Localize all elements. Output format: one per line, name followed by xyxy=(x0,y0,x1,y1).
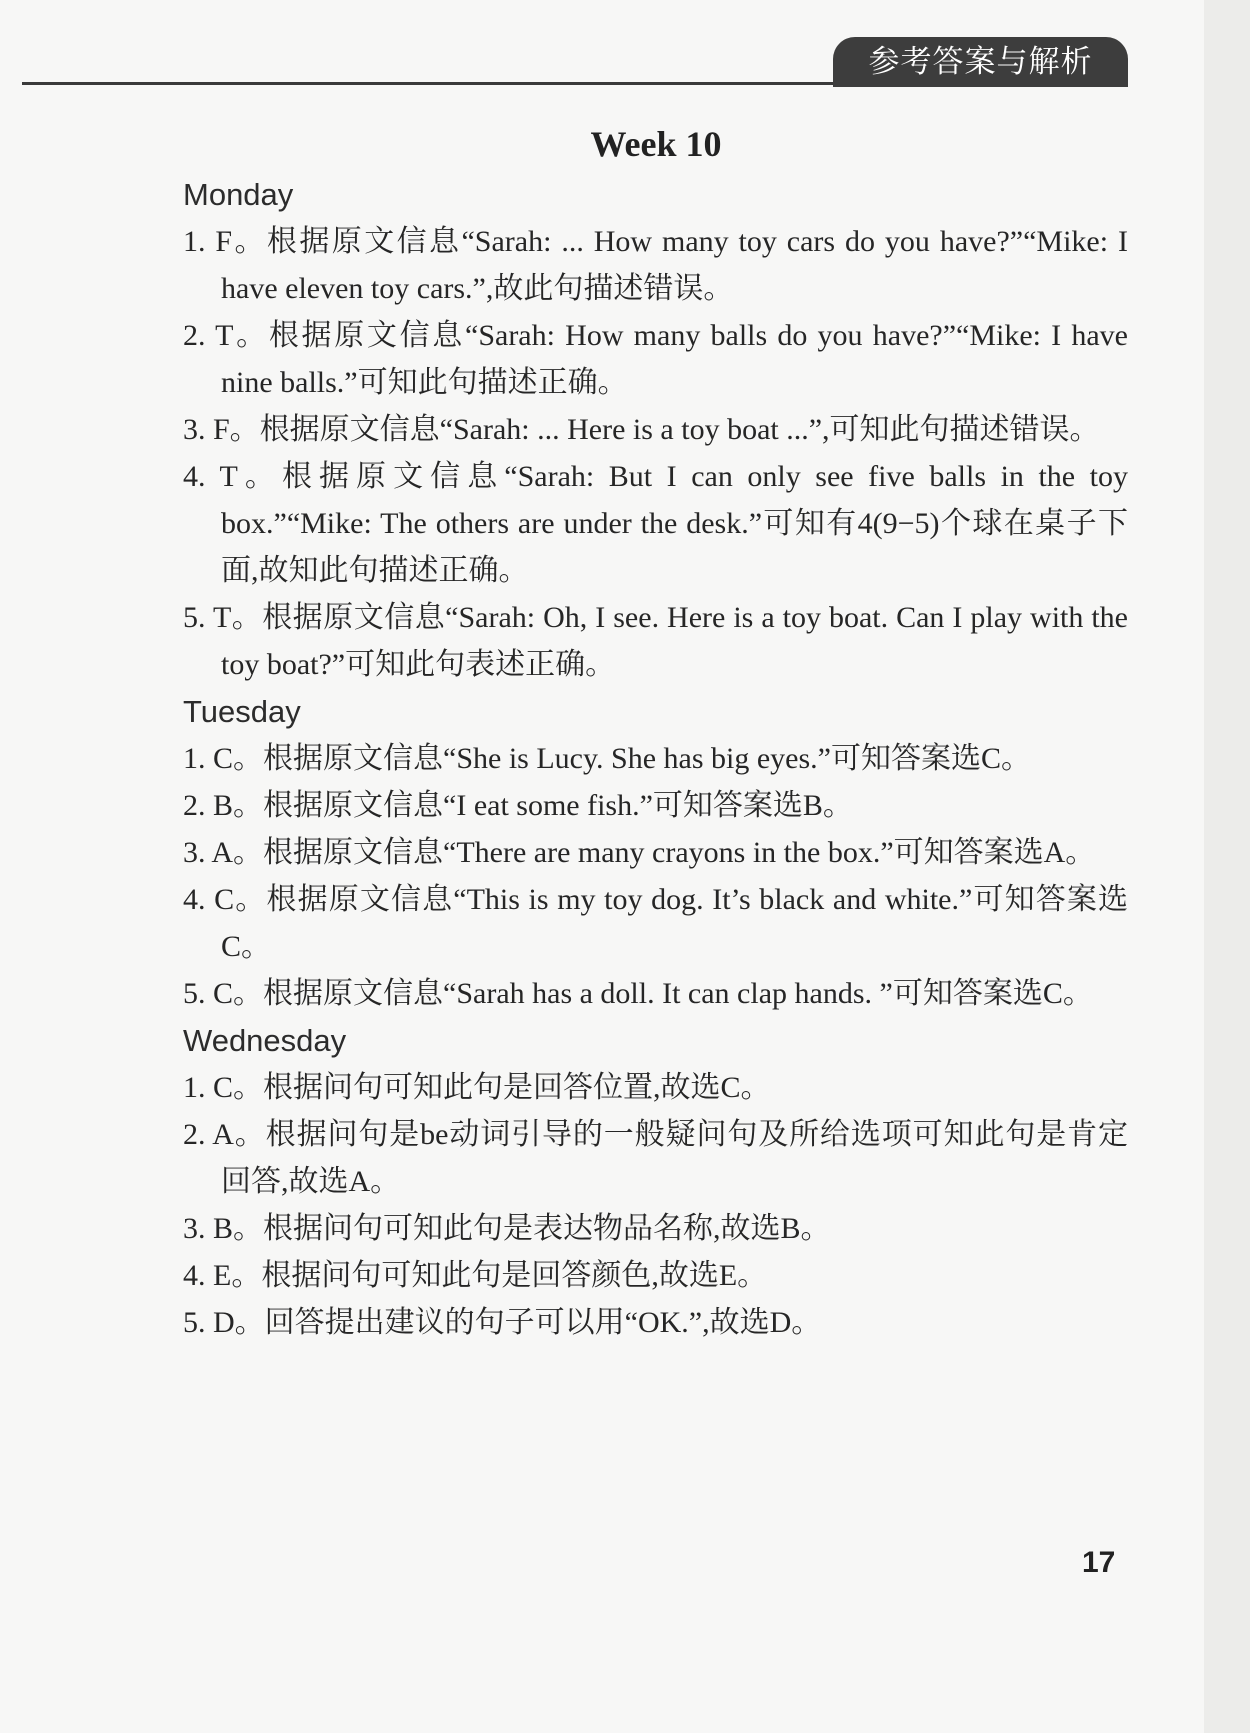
answer-item: 2. B。根据原文信息“I eat some fish.”可知答案选B。 xyxy=(183,789,853,822)
answer-item: 4. E。根据问句可知此句是回答颜色,故选E。 xyxy=(183,1259,768,1292)
answer-item: 5. C。根据原文信息“Sarah has a doll. It can clap hands. ”可知答案选C。 xyxy=(183,977,1093,1010)
answer-item: 4. T。根据原文信息“Sarah: But I can only see five balls in the toy box.”“Mike: The others are under the desk.”可知有4(9−5)个球在桌子下面,故知此句描述正确。 xyxy=(183,460,1128,587)
answer-item: 2. A。根据问句是be动词引导的一般疑问句及所给选项可知此句是肯定回答,故选A。 xyxy=(183,1118,1128,1198)
answer-item: 5. D。回答提出建议的句子可以用“OK.”,故选D。 xyxy=(183,1306,822,1339)
section-tuesday xyxy=(183,688,1128,1017)
answer-item: 1. F。根据原文信息“Sarah: ... How many toy cars do you have?”“Mike: I have eleven toy cars.”,故此句描述错误。 xyxy=(183,225,1128,305)
section-wednesday xyxy=(183,1017,1128,1346)
answer-item: 3. F。根据原文信息“Sarah: ... Here is a toy boat ...”,可知此句描述错误。 xyxy=(183,413,1100,446)
section-monday xyxy=(183,171,1128,688)
answer-item: 3. A。根据原文信息“There are many crayons in the box.”可知答案选A。 xyxy=(183,836,1096,869)
page-number: 17 xyxy=(1082,1546,1116,1579)
section-title: Wednesday xyxy=(183,1023,347,1058)
answer-item: 2. T。根据原文信息“Sarah: How many balls do you have?”“Mike: I have nine balls.”可知此句描述正确。 xyxy=(183,319,1128,399)
page-title: Week 10 xyxy=(590,124,722,164)
page-edge-shadow xyxy=(1204,0,1250,1733)
header-tab: 参考答案与解析 xyxy=(833,37,1128,87)
answer-item: 3. B。根据问句可知此句是表达物品名称,故选B。 xyxy=(183,1212,831,1245)
answer-item: 1. C。根据问句可知此句是回答位置,故选C。 xyxy=(183,1071,771,1104)
section-title: Monday xyxy=(183,177,294,212)
answer-item: 4. C。根据原文信息“This is my toy dog. It’s black and white.”可知答案选C。 xyxy=(183,883,1128,963)
answer-item: 1. C。根据原文信息“She is Lucy. She has big eyes.”可知答案选C。 xyxy=(183,742,1031,775)
section-title: Tuesday xyxy=(183,694,301,729)
answer-item: 5. T。根据原文信息“Sarah: Oh, I see. Here is a toy boat. Can I play with the toy boat?”可知此句表述正确。 xyxy=(183,601,1128,681)
answer-content xyxy=(183,171,1128,1346)
